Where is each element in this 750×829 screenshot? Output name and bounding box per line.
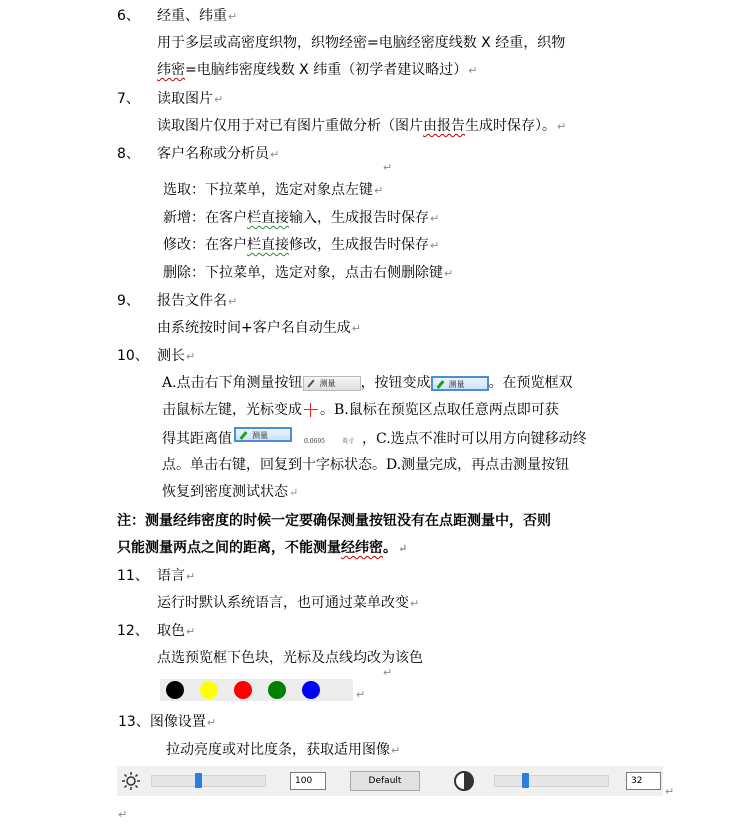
color-swatch-black[interactable]: [166, 681, 184, 699]
paragraph-mark: ↵: [398, 542, 408, 555]
section-10-line4: 点。单击右键，回复到十字标状态。D.测量完成，再点击测量按钮: [162, 457, 570, 473]
grammar-mark: 栏直接: [247, 210, 289, 226]
distance-unit: 英寸: [342, 438, 355, 445]
paragraph-mark: ↵: [383, 666, 393, 679]
pencil-icon: [307, 379, 314, 387]
section-10-line5: [162, 482, 298, 503]
body-text: 得其距离值: [162, 431, 232, 447]
section-number: 8、: [117, 146, 140, 162]
spellcheck-word: 经纬密: [341, 540, 383, 556]
paragraph-mark: ↵: [444, 267, 454, 280]
section-12-heading: [117, 621, 195, 642]
paragraph-mark: ↵: [270, 148, 280, 161]
body-text: 读取图片仅用于对已有图片重做分析（图片: [157, 118, 423, 134]
section-10-heading: [117, 346, 195, 367]
paragraph-mark: ↵: [228, 10, 238, 23]
contrast-icon: [454, 771, 474, 791]
empty-paragraph: [382, 662, 392, 683]
body-text: 修改：在客户: [163, 237, 247, 253]
body-text: 新增：在客户: [163, 210, 247, 226]
body-text: 修改，生成报告时保存: [289, 237, 429, 253]
contrast-slider-thumb[interactable]: [522, 773, 529, 788]
paragraph-mark: ↵: [289, 486, 299, 499]
paragraph-mark: ↵: [410, 597, 420, 610]
body-text: =电脑纬密度线数 X 纬重（初学者建议略过）: [185, 62, 468, 78]
color-swatch-green[interactable]: [268, 681, 286, 699]
distance-value: 0.0695: [304, 438, 325, 445]
body-text: ，按钮变成: [360, 375, 431, 391]
paragraph-mark: ↵: [374, 184, 384, 197]
section-7-heading: [117, 89, 223, 110]
section-number: 10、: [117, 348, 149, 364]
note-line1: 注：测量经纬密度的时候一定要确保测量按钮没有在点距测量中，否则: [117, 513, 551, 529]
body-text: 。在预览框双: [488, 375, 573, 391]
body-text: 运行时默认系统语言，也可通过菜单改变: [157, 595, 409, 611]
paragraph-mark: ↵: [186, 625, 196, 638]
section-title: 客户名称或分析员: [157, 146, 269, 162]
paragraph-mark: ↵: [186, 350, 196, 363]
body-text: 拉动亮度或对比度条，获取适用图像: [166, 742, 390, 758]
measure-button-active: [431, 376, 489, 391]
spellcheck-word: 由报告: [423, 118, 465, 134]
pencil-icon: [436, 380, 444, 389]
section-13-heading: [118, 712, 216, 733]
section-11-body: [157, 593, 419, 614]
color-swatch-blue[interactable]: [302, 681, 320, 699]
crosshair-cursor-icon: [304, 403, 318, 417]
brightness-value-field[interactable]: 100: [290, 772, 326, 790]
section-title: 语言: [157, 568, 185, 584]
section-9-body: [157, 318, 361, 339]
measure-button-active: [234, 427, 292, 442]
section-11-heading: [117, 566, 195, 587]
paragraph-mark: ↵: [430, 212, 440, 225]
empty-paragraph: [664, 781, 674, 802]
section-title: 13、图像设置: [118, 714, 206, 730]
body-text: 恢复到密度测试状态: [162, 484, 288, 500]
button-label: 测量: [252, 431, 268, 440]
spellcheck-word: 纬密: [157, 62, 185, 78]
body-text: 只能测量两点之间的距离，不能测量: [117, 540, 341, 556]
body-text: 由系统按时间+客户名自动生成: [157, 320, 351, 336]
body-text: 输入，生成报告时保存: [289, 210, 429, 226]
paragraph-mark: ↵: [351, 322, 361, 335]
grammar-mark: 栏直接: [247, 237, 289, 253]
default-button[interactable]: Default: [350, 771, 420, 791]
contrast-value-field[interactable]: 32: [626, 772, 661, 790]
section-title: 经重、纬重: [157, 8, 227, 24]
section-number: 11、: [117, 568, 149, 584]
section-12-body: 点选预览框下色块，光标及点线均改为该色: [157, 650, 423, 666]
empty-paragraph: [117, 804, 127, 825]
pencil-icon: [239, 431, 247, 440]
button-label: 测量: [319, 378, 336, 388]
section-6-body-line1: 用于多层或高密度织物，织物经密=电脑经密度线数 X 经重，织物: [157, 35, 566, 51]
section-8-add: [163, 208, 439, 229]
contrast-slider[interactable]: [494, 775, 609, 787]
section-number: 6、: [117, 8, 140, 24]
empty-paragraph: [382, 157, 392, 178]
body-text: 生成时保存）。: [465, 118, 556, 134]
brightness-icon: [121, 771, 141, 791]
paragraph-mark: ↵: [206, 716, 217, 729]
body-text: 删除：下拉菜单，选定对象，点击右侧删除键: [163, 265, 443, 281]
body-text: 。B.鼠标在预览区点取任意两点即可获: [320, 402, 559, 418]
paragraph-mark: ↵: [186, 570, 196, 583]
button-label: 测量: [448, 379, 465, 389]
section-title: 测长: [157, 348, 185, 364]
section-9-heading: [117, 291, 237, 312]
section-title: 读取图片: [157, 91, 213, 107]
section-title: 取色: [157, 623, 185, 639]
section-number: 9、: [117, 293, 140, 309]
paragraph-mark: ↵: [214, 93, 224, 106]
body-text: A.点击右下角测量按钮: [162, 375, 303, 391]
section-number: 12、: [117, 623, 149, 639]
section-8-edit: [163, 235, 439, 256]
body-text: 选取：下拉菜单，选定对象点左键: [163, 182, 373, 198]
paragraph-mark: ↵: [228, 295, 238, 308]
distance-readout: [232, 427, 362, 451]
section-number: 7、: [117, 91, 140, 107]
empty-paragraph: [355, 684, 365, 705]
paragraph-mark: ↵: [468, 64, 478, 77]
section-6-heading: [117, 6, 237, 27]
body-text: 。: [383, 540, 397, 556]
section-10-line3: [162, 427, 587, 451]
body-text: ，C.选点不准时可以用方向键移动终: [362, 431, 587, 447]
brightness-slider-thumb[interactable]: [195, 773, 202, 788]
image-settings-bar: [117, 766, 663, 796]
section-7-body: [157, 116, 566, 137]
section-title: 报告文件名: [157, 293, 227, 309]
color-swatch-bar: [160, 679, 353, 701]
paragraph-mark: ↵: [118, 808, 128, 821]
section-6-body-line2: [157, 60, 477, 81]
paragraph-mark: ↵: [557, 120, 567, 133]
color-swatch-yellow[interactable]: [200, 681, 218, 699]
paragraph-mark: ↵: [391, 744, 401, 757]
section-10-line1: [162, 373, 573, 393]
paragraph-mark: ↵: [665, 785, 675, 798]
section-8-select: [163, 180, 383, 201]
section-8-heading: [117, 144, 279, 165]
paragraph-mark: ↵: [356, 688, 366, 701]
section-10-line2: [162, 400, 559, 420]
paragraph-mark: ↵: [383, 161, 393, 174]
section-8-delete: [163, 263, 453, 284]
measure-button: [303, 376, 361, 391]
body-text: 击鼠标左键，光标变成: [162, 402, 302, 418]
paragraph-mark: ↵: [430, 239, 440, 252]
color-swatch-red[interactable]: [234, 681, 252, 699]
section-13-body: [166, 740, 400, 761]
brightness-slider[interactable]: [151, 775, 266, 787]
note-line2: [117, 538, 407, 559]
